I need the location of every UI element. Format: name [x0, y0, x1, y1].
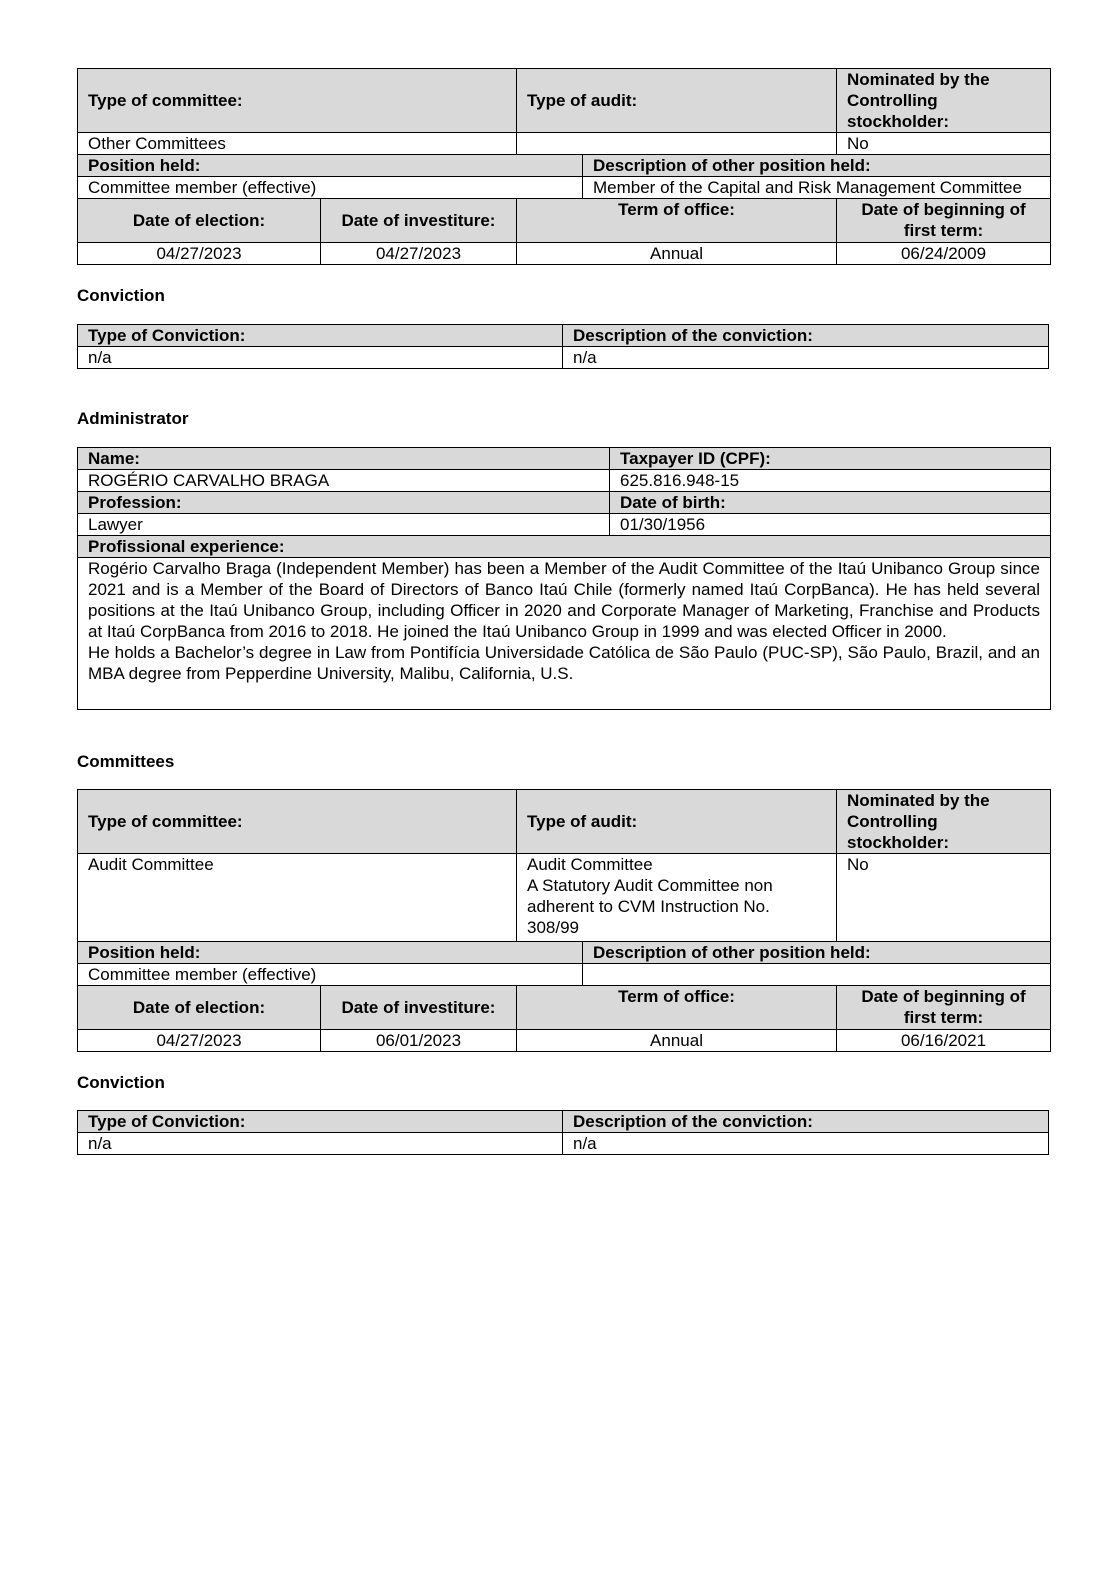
experience-paragraph-2: He holds a Bachelor’s degree in Law from Pontifícia Universidade Católica de São Paulo (PUC-SP), São Paulo, Brazil, and an MBA degree from Pepperdine University, Malibu, California, U.S. [88, 643, 1040, 683]
header-type-of-audit: Type of audit: [517, 790, 837, 854]
type-of-conviction-value: n/a [78, 1133, 563, 1155]
section-title-committees: Committees [77, 752, 175, 771]
header-date-beginning-first-term: Date of beginning of first term: [837, 986, 1051, 1030]
conviction-table-1 [77, 324, 1049, 369]
professional-experience-value [78, 558, 1051, 710]
header-position-held: Position held: [78, 942, 583, 964]
header-profession: Profession: [78, 492, 610, 514]
header-nominated: Nominated by the Controlling stockholder: [837, 790, 1051, 854]
nominated-value: No [837, 133, 1051, 155]
header-type-of-audit: Type of audit: [517, 69, 837, 133]
profession-value: Lawyer [78, 514, 610, 536]
header-type-of-committee: Type of committee: [78, 790, 517, 854]
experience-paragraph-1: Rogério Carvalho Braga (Independent Member) has been a Member of the Audit Committee of the Itaú Unibanco Group since 2021 and is a Member of the Board of Directors of Banco Itaú Chile (formerly named Itaú CorpBanca). He has held several positions at the Itaú Unibanco Group, including Officer in 2020 and Corporate Manager of Marketing, Franchise and Products at Itaú CorpBanca from 2016 to 2018. He joined the Itaú Unibanco Group in 1999 and was elected Officer in 2000. [88, 559, 1040, 641]
description-other-position-value: Member of the Capital and Risk Management Committee [583, 177, 1051, 199]
administrator-table [77, 447, 1051, 710]
type-of-committee-value: Audit Committee [78, 854, 517, 942]
header-description-of-conviction: Description of the conviction: [563, 325, 1049, 347]
date-of-investiture-value: 06/01/2023 [321, 1030, 517, 1052]
nominated-value: No [837, 854, 1051, 942]
committee-table-2 [77, 789, 1051, 1052]
type-of-audit-value: Audit Committee A Statutory Audit Committee non adherent to CVM Instruction No. 308/99 [517, 854, 837, 942]
name-value: ROGÉRIO CARVALHO BRAGA [78, 470, 610, 492]
date-of-election-value: 04/27/2023 [78, 243, 321, 265]
header-type-of-committee: Type of committee: [78, 69, 517, 133]
section-title-conviction: Conviction [77, 286, 165, 305]
position-held-value: Committee member (effective) [78, 964, 583, 986]
header-date-of-investiture: Date of investiture: [321, 986, 517, 1030]
section-title-conviction: Conviction [77, 1073, 165, 1092]
header-type-of-conviction: Type of Conviction: [78, 325, 563, 347]
conviction-table-2 [77, 1110, 1049, 1155]
header-description-of-conviction: Description of the conviction: [563, 1111, 1049, 1133]
type-of-committee-value: Other Committees [78, 133, 517, 155]
header-nominated: Nominated by the Controlling stockholder: [837, 69, 1051, 133]
term-of-office-value: Annual [517, 1030, 837, 1052]
header-term-of-office: Term of office: [517, 986, 837, 1030]
type-of-conviction-value: n/a [78, 347, 563, 369]
date-of-election-value: 04/27/2023 [78, 1030, 321, 1052]
date-beginning-first-term-value: 06/24/2009 [837, 243, 1051, 265]
header-type-of-conviction: Type of Conviction: [78, 1111, 563, 1133]
term-of-office-value: Annual [517, 243, 837, 265]
header-position-held: Position held: [78, 155, 583, 177]
header-term-of-office: Term of office: [517, 199, 837, 243]
header-date-beginning-first-term: Date of beginning of first term: [837, 199, 1051, 243]
section-title-administrator: Administrator [77, 409, 189, 428]
header-date-of-election: Date of election: [78, 986, 321, 1030]
date-of-investiture-value: 04/27/2023 [321, 243, 517, 265]
description-other-position-value [583, 964, 1051, 986]
header-name: Name: [78, 448, 610, 470]
header-description-other-position: Description of other position held: [583, 155, 1051, 177]
type-of-audit-value [517, 133, 837, 155]
committee-table-1 [77, 68, 1051, 265]
description-of-conviction-value: n/a [563, 1133, 1049, 1155]
description-of-conviction-value: n/a [563, 347, 1049, 369]
date-of-birth-value: 01/30/1956 [610, 514, 1051, 536]
position-held-value: Committee member (effective) [78, 177, 583, 199]
taxpayer-id-value: 625.816.948-15 [610, 470, 1051, 492]
date-beginning-first-term-value: 06/16/2021 [837, 1030, 1051, 1052]
header-taxpayer-id: Taxpayer ID (CPF): [610, 448, 1051, 470]
header-description-other-position: Description of other position held: [583, 942, 1051, 964]
header-date-of-birth: Date of birth: [610, 492, 1051, 514]
header-date-of-investiture: Date of investiture: [321, 199, 517, 243]
header-date-of-election: Date of election: [78, 199, 321, 243]
header-professional-experience: Profissional experience: [78, 536, 1051, 558]
